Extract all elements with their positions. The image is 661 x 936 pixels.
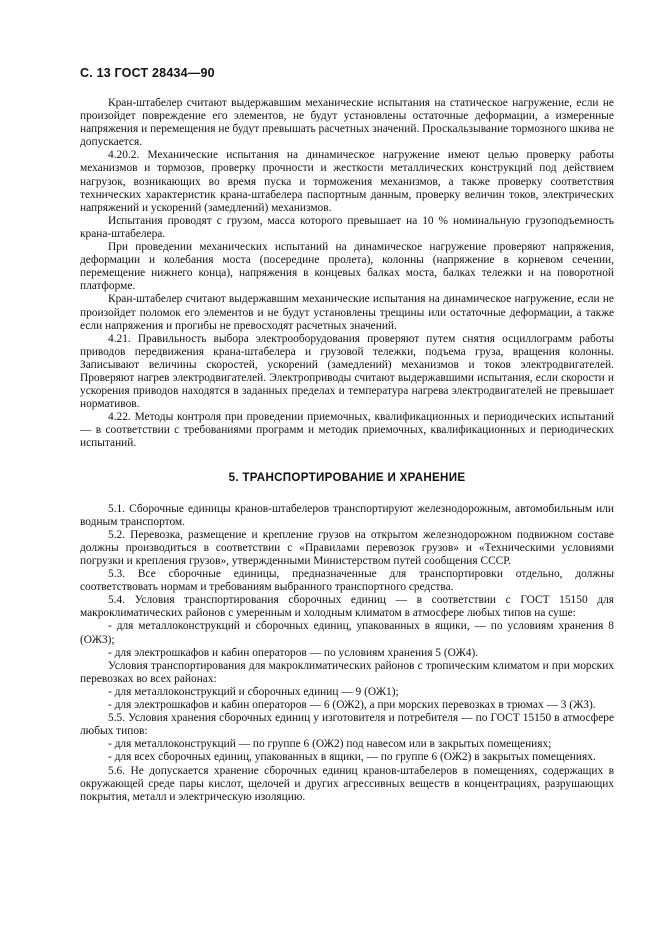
paragraph: 4.22. Методы контроля при проведении приемочных, квалификационных и периодических испытаний — в соответствии с требованиями программ и методик приемочных, квалификационных и периодических испытаний. [80,411,614,450]
page-header: С. 13 ГОСТ 28434—90 [80,66,215,80]
paragraph: 5.5. Условия хранения сборочных единиц у изготовителя и потребителя — по ГОСТ 15150 в атмосфере любых типов: [80,712,614,738]
paragraph: 4.21. Правильность выбора электрооборудования проверяют путем снятия осциллограмм работы приводов передвижения крана-штабелера и грузовой тележки, подъема груза, вращения колонны. Записывают величины скоростей, ускорений (замедлений) механизмов и токов электродвигателей. Проверяют нагрев электродвигателей. Электроприводы считают выдержавшими испытания, если скорости и ускорения приводов находятся в заданных пределах и температура нагрева электродвигателей не превышает нормативов. [80,332,614,411]
paragraph: Кран-штабелер считают выдержавшим механические испытания на статическое нагружение, если не произойдет повреждение его элементов, не будут установлены остаточные деформации, а измеренные напряжения и перемещения не будут превышать расчетных значений. Проскальзывание тормозного шкива не допускается. [80,97,614,149]
paragraph: Условия транспортирования для макроклиматических районов с тропическим климатом и при морских перевозках во всех районах: [80,659,614,685]
list-item: - для металлоконструкций и сборочных единиц, упакованных в ящики, — по условиям хранения 8 (ОЖ3); [80,620,614,646]
paragraph: 5.4. Условия транспортирования сборочных единиц — в соответствии с ГОСТ 15150 для макроклиматических районов с умеренным и холодным климатом в атмосфере любых типов на суше: [80,594,614,620]
paragraph: 5.3. Все сборочные единицы, предназначенные для транспортировки отдельно, должны соответствовать нормам и требованиям выбранного транспортного средства. [80,568,614,594]
paragraph: 5.1. Сборочные единицы кранов-штабелеров транспортируют железнодорожным, автомобильным или водным транспортом. [80,502,614,528]
list-item: - для металлоконструкций и сборочных единиц — 9 (ОЖ1); [108,685,399,698]
list-item: - для всех сборочных единиц, упакованных в ящики, — по группе 6 (ОЖ2) в закрытых помещениях. [108,751,596,764]
document-body [80,97,614,804]
paragraph: Испытания проводят с грузом, масса которого превышает на 10 % номинальную грузоподъемность крана-штабелера. [80,214,614,240]
paragraph: 4.20.2. Механические испытания на динамическое нагружение имеют целью проверку работы механизмов и тормозов, проверку прочности и жесткости металлических конструкций под действием нагрузок, возникающих во время пуска и торможения механизмов, а также проверку соответствия технических характеристик крана-штабелера паспортным данным, проверку величин токов, электрических напряжений и ускорений (замедлений) механизмов. [80,149,614,214]
list-item: - для электрошкафов и кабин операторов — по условиям хранения 5 (ОЖ4). [108,646,479,659]
section-title: 5. ТРАНСПОРТИРОВАНИЕ И ХРАНЕНИЕ [228,470,466,484]
paragraph: 5.6. Не допускается хранение сборочных единиц кранов-штабелеров в помещениях, содержащих в окружающей среде пары кислот, щелочей и других агрессивных веществ в концентрациях, разрушающих покрытия, металл и электрическую изоляцию. [80,764,614,803]
list-item: - для металлоконструкций — по группе 6 (ОЖ2) под навесом или в закрытых помещениях; [108,738,552,751]
paragraph: При проведении механических испытаний на динамическое нагружение проверяют напряжения, деформации и колебания моста (посередине пролета), колонны (напряжение в корневом сечении, перемещение нижнего конца), напряжения в концевых балках моста, балках тележки и на поворотной платформе. [80,241,614,293]
paragraph: 5.2. Перевозка, размещение и крепление грузов на открытом железнодорожном подвижном составе должны производиться в соответствии с «Правилами перевозок грузов» и «Техническими условиями погрузки и крепления грузов», утвержденными Министерством путей сообщения СССР. [80,528,614,567]
paragraph: Кран-штабелер считают выдержавшим механические испытания на динамическое нагружение, если не произойдет поломок его элементов и не будут установлены трещины или остаточные деформации, а также если напряжения и прогибы не превосходят расчетных значений. [80,293,614,332]
list-item: - для электрошкафов и кабин операторов — 6 (ОЖ2), а при морских перевозках в трюмах — 3 (Ж3). [108,699,596,712]
